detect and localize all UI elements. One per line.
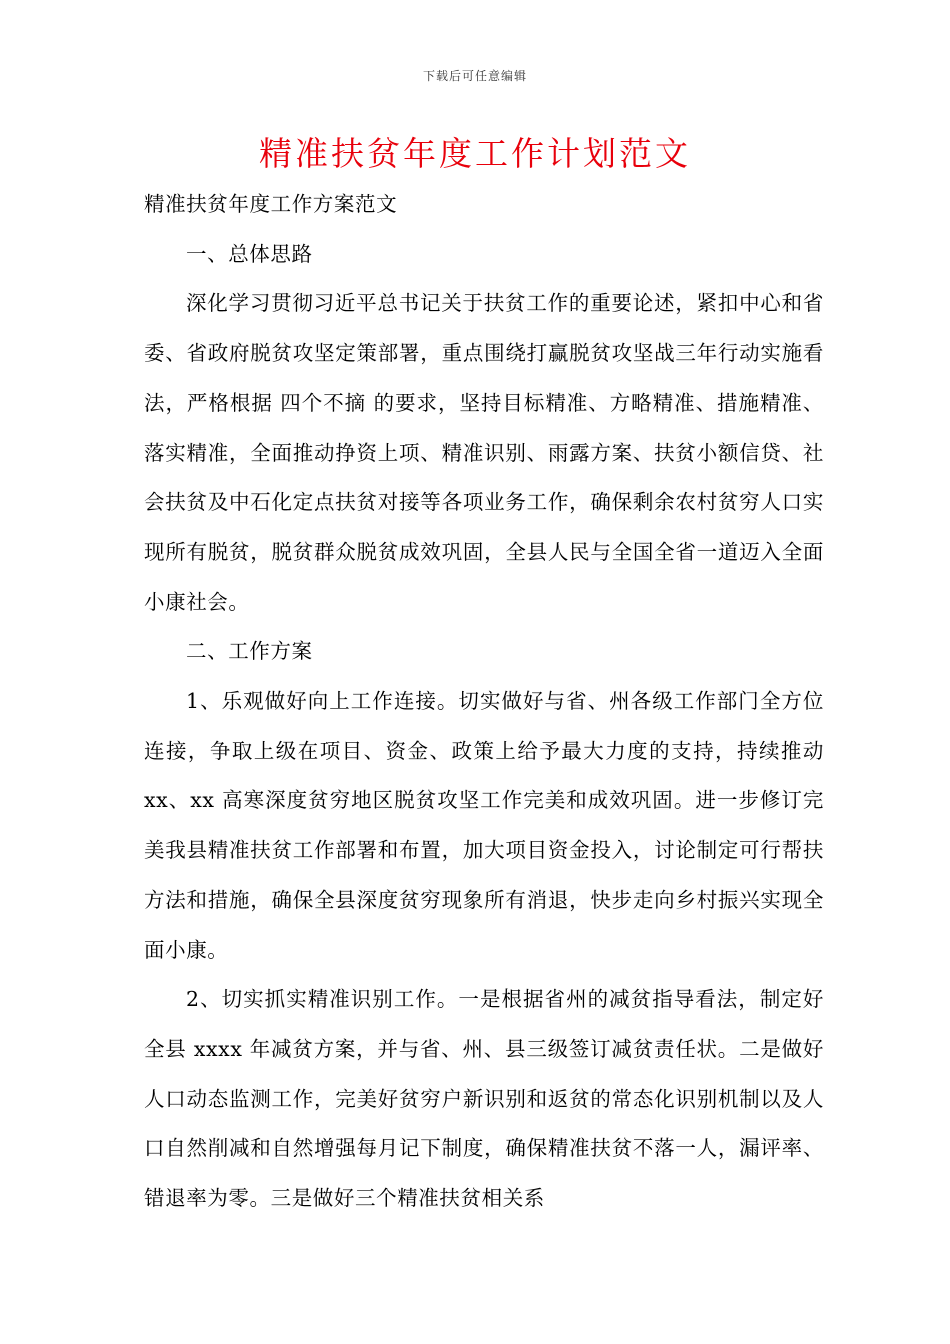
paragraph-item-2: 2、切实抓实精准识别工作。一是根据省州的减贫指导看法，制定好全县 xxxx 年减贫方案，并与省、州、县三级签订减贫责任状。二是做好人口动态监测工作，完美好贫穷户新识别和返贫的常态化识别机制以及人口自然削减和自然增强每月记下制度，确保精准扶贫不落一人，漏评率、错退率为零。三是做好三个精准扶贫相关系 (144, 987, 824, 1211)
paragraph-item-1: 1、乐观做好向上工作连接。切实做好与省、州各级工作部门全方位连接，争取上级在项目、资金、政策上给予最大力度的支持，持续推动 xx、xx 高寒深度贫穷地区脱贫攻坚工作完美和成效巩固。进一步修订完美我县精准扶贫工作部署和布置，加大项目资金投入，讨论制定可行帮扶方法和措施，确保全县深度贫穷现象所有消退，快步走向乡村振兴实现全面小康。 (144, 689, 824, 962)
document-title: 精准扶贫年度工作计划范文 (259, 134, 691, 173)
section-heading-overall: 一、总体思路 (186, 241, 313, 266)
header-note: 下载后可任意编辑 (422, 69, 527, 83)
paragraph-overall: 深化学习贯彻习近平总书记关于扶贫工作的重要论述，紧扣中心和省委、省政府脱贫攻坚定策部署，重点围绕打赢脱贫攻坚战三年行动实施看法，严格根据 四个不摘 的要求，坚持目标精准、方略精准、措施精准、落实精准，全面推动挣资上项、精准识别、雨露方案、扶贫小额信贷、社会扶贫及中石化定点扶贫对接等各项业务工作，确保剩余农村贫穷人口实现所有脱贫，脱贫群众脱贫成效巩固，全县人民与全国全省一道迈入全面小康社会。 (144, 291, 824, 614)
section-heading-plan: 二、工作方案 (186, 639, 313, 664)
document-subtitle: 精准扶贫年度工作方案范文 (144, 192, 398, 216)
document-body (144, 180, 824, 1224)
